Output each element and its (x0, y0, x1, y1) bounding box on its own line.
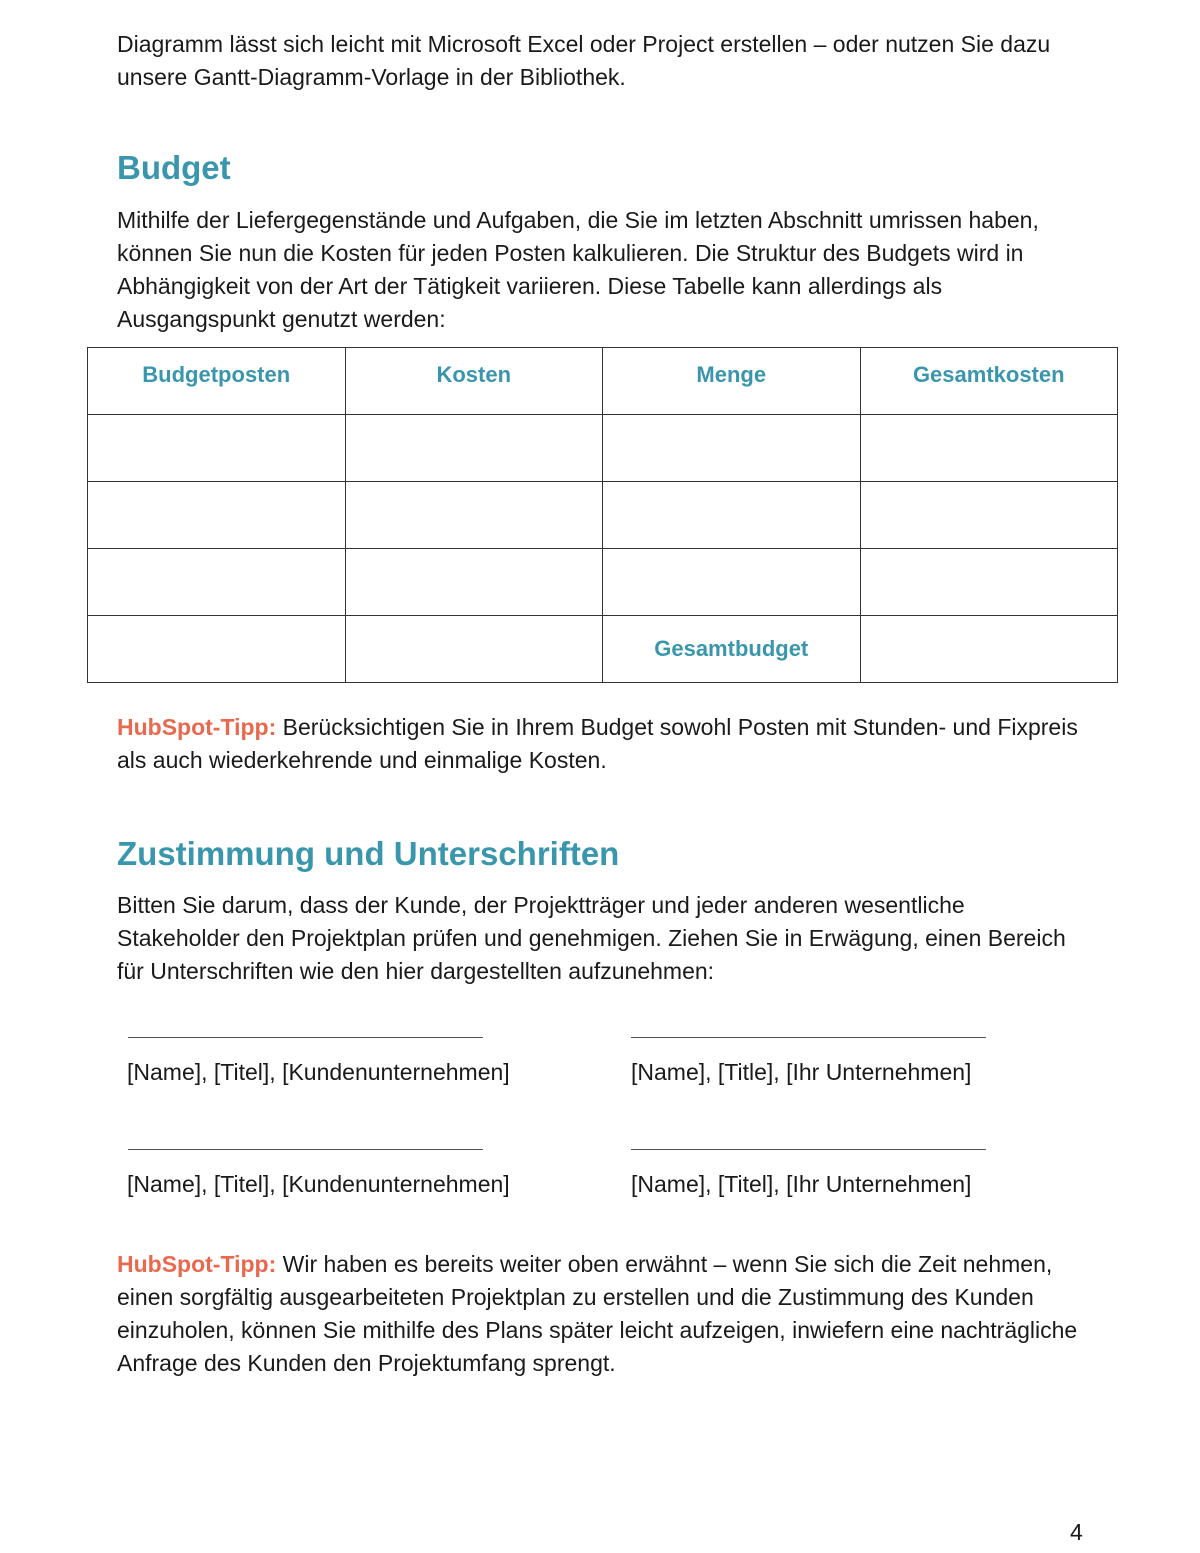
table-total-row (88, 616, 1118, 683)
budget-paragraph: Mithilfe der Liefergegenstände und Aufgaben, die Sie im letzten Abschnitt umrissen haben, können Sie nun die Kosten für jeden Posten kalkulieren. Die Struktur des Budgets wird in Abhängigkeit von der Art der Tätigkeit variieren. Diese Tabelle kann allerdings als Ausgangspunkt genutzt werden: (117, 207, 1039, 332)
signature-label: [Name], [Titel], [Kundenunternehmen] (127, 1059, 510, 1085)
table-row (88, 549, 1118, 616)
table-cell (860, 415, 1118, 482)
table-cell (603, 415, 861, 482)
page-number: 4 (1070, 1519, 1083, 1545)
total-budget-label: Gesamtbudget (603, 616, 861, 683)
approval-paragraph: Bitten Sie darum, dass der Kunde, der Projektträger und jeder anderen wesentliche Stakeholder den Projektplan prüfen und genehmigen. Ziehen Sie in Erwägung, einen Bereich für Unterschriften wie den hier dargestellten aufzunehmen: (117, 892, 1066, 984)
table-cell (345, 616, 603, 683)
tip-label: HubSpot-Tipp: (117, 1251, 277, 1277)
signature-line (128, 1149, 483, 1150)
table-row (88, 415, 1118, 482)
table-cell (88, 415, 346, 482)
signature-label: [Name], [Title], [Ihr Unternehmen] (631, 1059, 972, 1085)
header-budgetposten: Budgetposten (88, 348, 346, 415)
budget-heading: Budget (117, 149, 231, 186)
table-cell (603, 482, 861, 549)
budget-table (87, 347, 1118, 683)
signature-line (631, 1149, 986, 1150)
approval-heading: Zustimmung und Unterschriften (117, 835, 620, 872)
signature-line (128, 1037, 483, 1038)
approval-tip (117, 1248, 1092, 1380)
signature-label: [Name], [Titel], [Kundenunternehmen] (127, 1171, 510, 1197)
table-cell (603, 549, 861, 616)
table-cell (88, 549, 346, 616)
budget-tip (117, 711, 1092, 777)
signature-label: [Name], [Titel], [Ihr Unternehmen] (631, 1171, 972, 1197)
table-cell (88, 616, 346, 683)
tip-text: Wir haben es bereits weiter oben erwähnt – wenn Sie sich die Zeit nehmen, einen sorgfältig ausgearbeiteten Projektplan zu erstellen und die Zustimmung des Kunden einzuholen, können Sie mithilfe des Plans später leicht aufzeigen, inwiefern eine nachträgliche Anfrage des Kunden den Projektumfang sprengt. (117, 1251, 1078, 1376)
header-menge: Menge (603, 348, 861, 415)
table-header-row (88, 348, 1118, 415)
table-cell (345, 415, 603, 482)
table-cell (860, 616, 1118, 683)
table-cell (345, 549, 603, 616)
signature-line (631, 1037, 986, 1038)
table-cell (345, 482, 603, 549)
table-cell (860, 482, 1118, 549)
table-cell (88, 482, 346, 549)
tip-text: Berücksichtigen Sie in Ihrem Budget sowohl Posten mit Stunden- und Fixpreis als auch wiederkehrende und einmalige Kosten. (117, 714, 1078, 773)
intro-paragraph: Diagramm lässt sich leicht mit Microsoft Excel oder Project erstellen – oder nutzen Sie dazu unsere Gantt-Diagramm-Vorlage in der Bibliothek. (117, 31, 1051, 90)
table-cell (860, 549, 1118, 616)
header-kosten: Kosten (345, 348, 603, 415)
tip-label: HubSpot-Tipp: (117, 714, 277, 740)
table-row (88, 482, 1118, 549)
header-gesamtkosten: Gesamtkosten (860, 348, 1118, 415)
